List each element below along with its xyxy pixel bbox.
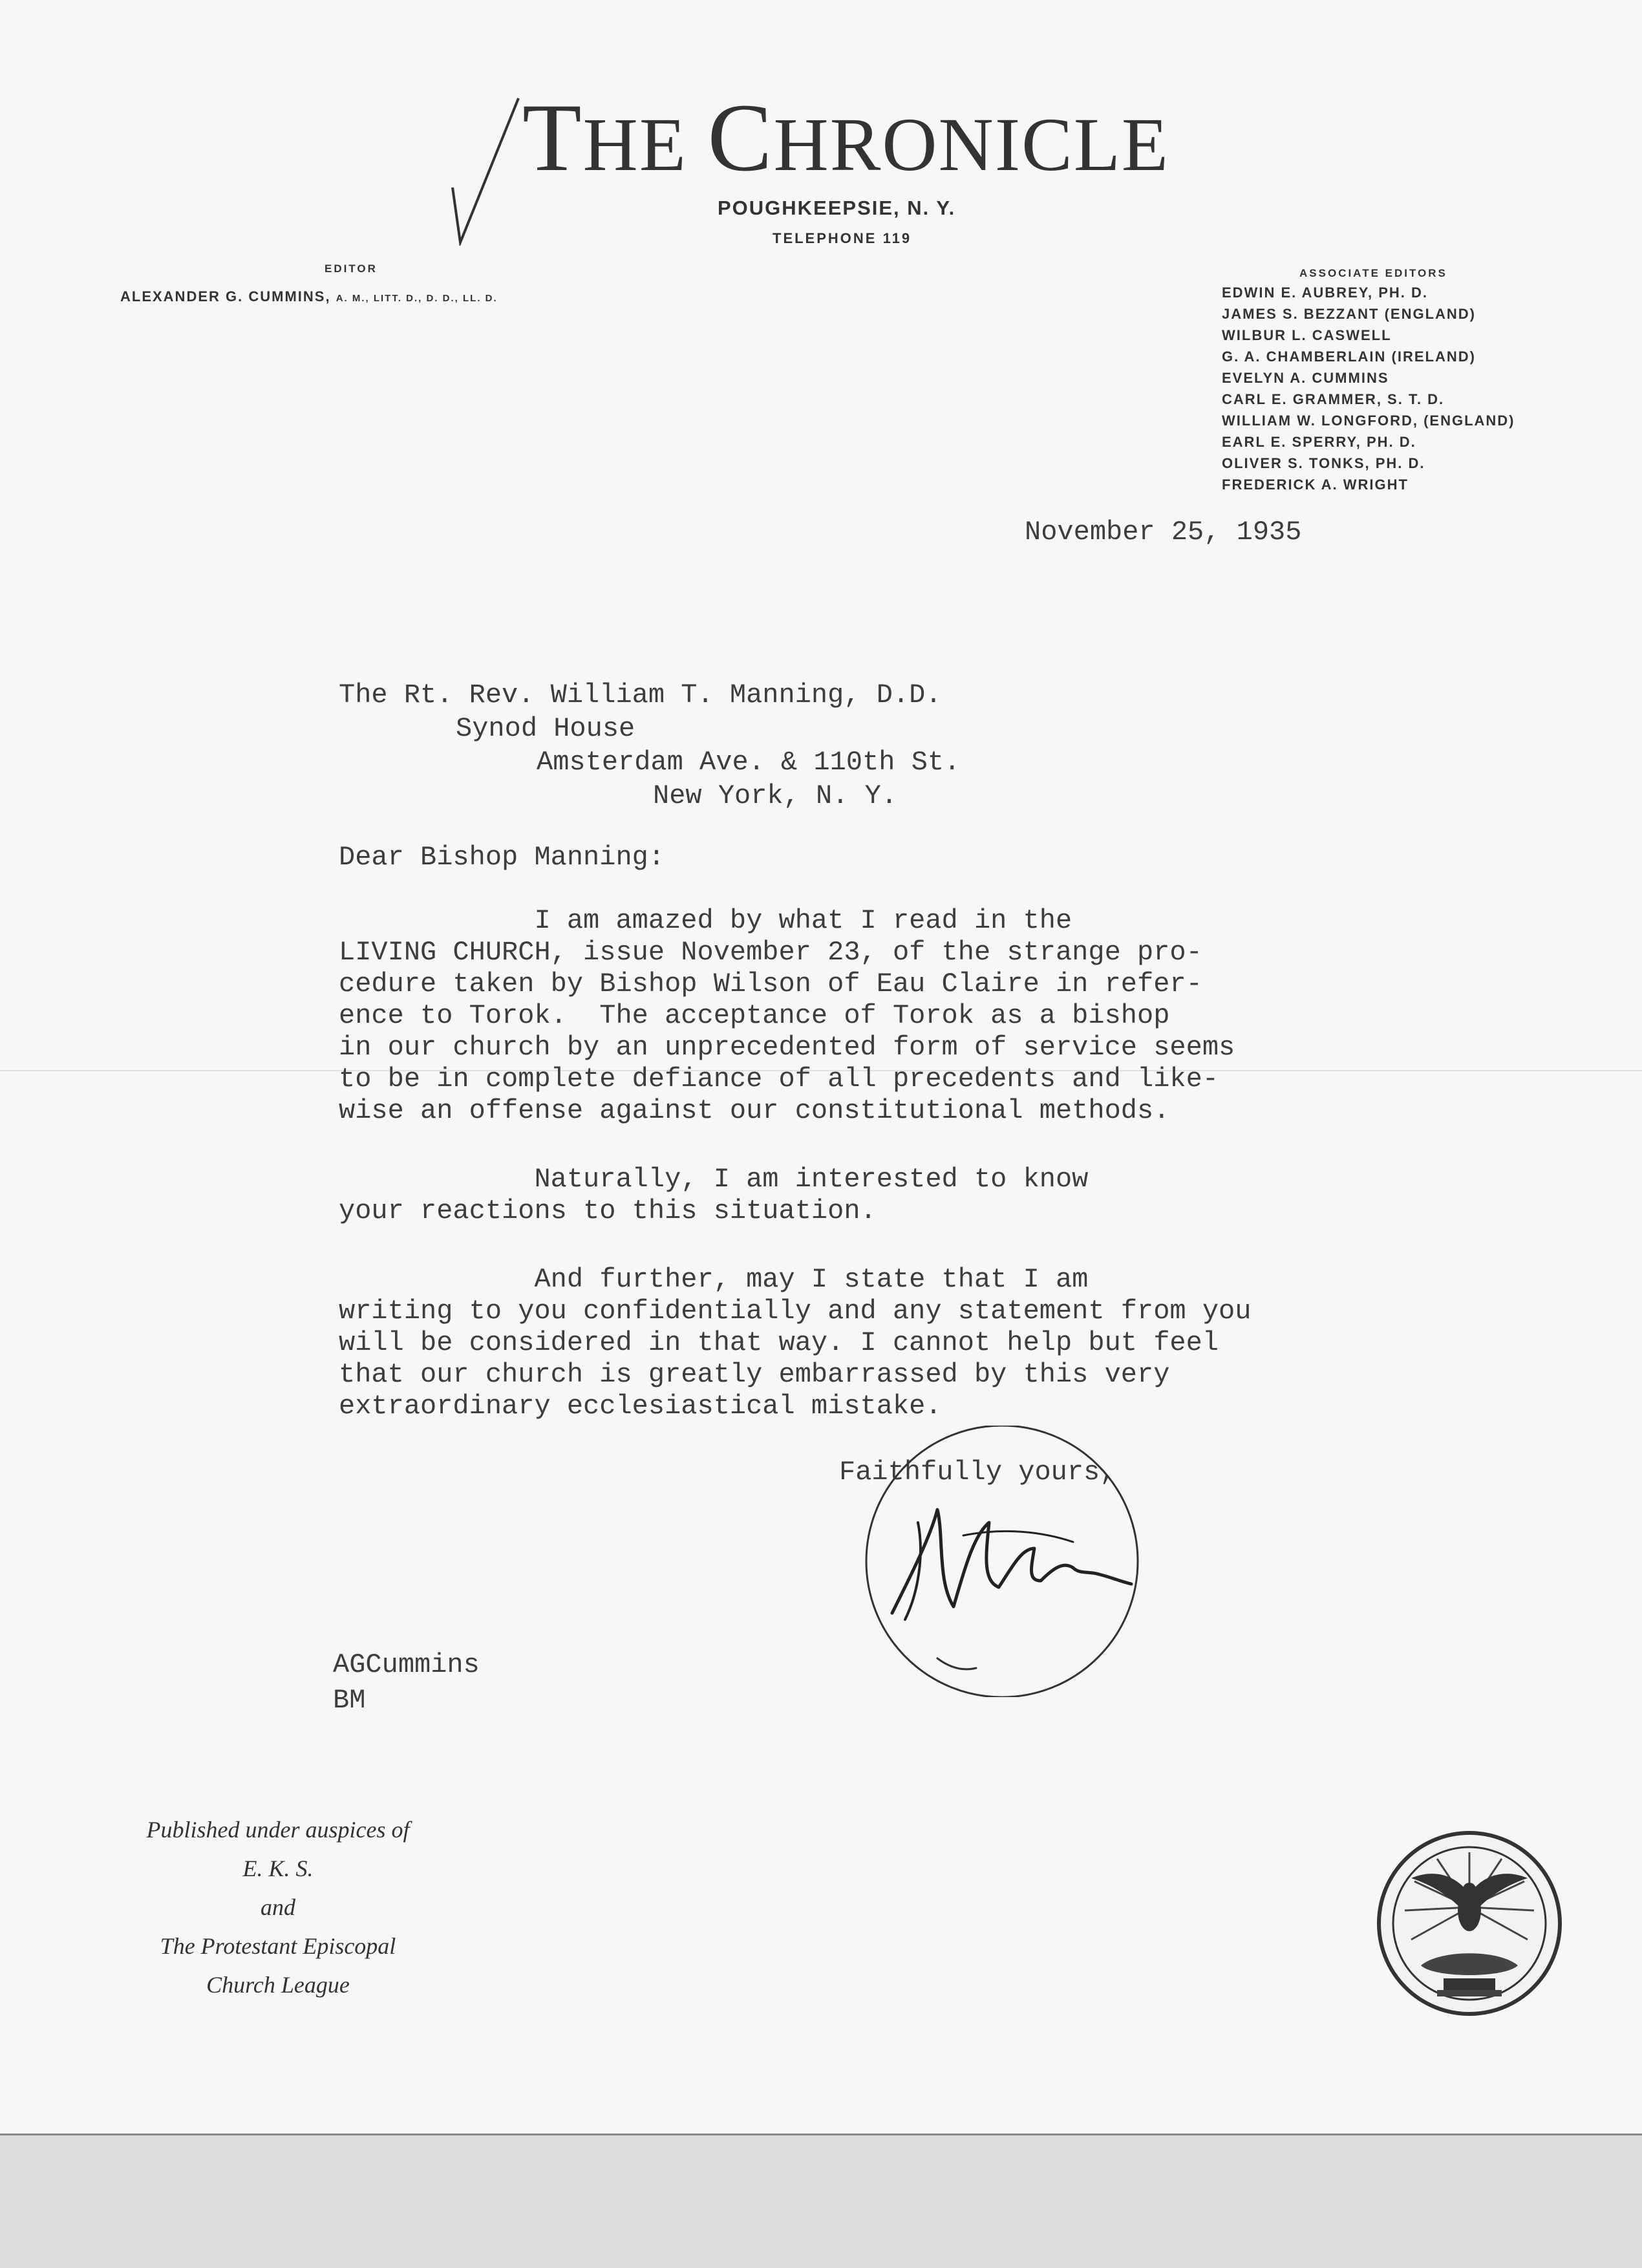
recipient-line: Synod House (456, 713, 635, 744)
body-line: writing to you confidentially and any statement from you (339, 1296, 1252, 1327)
body-line: I am amazed by what I read in the (339, 905, 1072, 936)
body-line: LIVING CHURCH, issue November 23, of the strange pro- (339, 937, 1202, 968)
footer-line: and (261, 1894, 295, 1920)
body-paragraph (339, 905, 1235, 1127)
associate-editor: OLIVER S. TONKS, PH. D. (1222, 455, 1425, 471)
associate-editor: FREDERICK A. WRIGHT (1222, 476, 1409, 493)
body-line: your reactions to this situation. (339, 1195, 877, 1226)
dove-seal-icon (1376, 1830, 1563, 2017)
footer-line: Published under auspices of (146, 1817, 410, 1843)
recipient-line: Amsterdam Ave. & 110th St. (537, 747, 961, 778)
body-paragraph (339, 1264, 1251, 1422)
masthead-title: THE CHRONICLE (522, 84, 1170, 191)
body-line: cedure taken by Bishop Wilson of Eau Claire in refer- (339, 968, 1202, 1000)
associate-editor: G. A. CHAMBERLAIN (IRELAND) (1222, 348, 1476, 365)
body-line: ence to Torok. The acceptance of Torok as a bishop (339, 1000, 1170, 1031)
body-line: wise an offense against our constitutional methods. (339, 1095, 1170, 1126)
associate-editor: WILLIAM W. LONGFORD, (ENGLAND) (1222, 412, 1515, 429)
signature-mark (840, 1426, 1164, 1697)
body-paragraph (339, 1164, 1088, 1227)
footer-line: The Protestant Episcopal (160, 1933, 396, 1959)
scan-background (0, 2135, 1642, 2268)
body-line: in our church by an unprecedented form of service seems (339, 1032, 1235, 1063)
associate-editors-label: ASSOCIATE EDITORS (1299, 267, 1447, 279)
associate-editor: EVELYN A. CUMMINS (1222, 370, 1389, 386)
salutation: Dear Bishop Manning: (339, 842, 665, 873)
associate-editor: JAMES S. BEZZANT (ENGLAND) (1222, 306, 1476, 322)
footer-line: E. K. S. (242, 1856, 314, 1881)
masthead-city: POUGHKEEPSIE, N. Y. (718, 197, 956, 219)
associate-editor: EARL E. SPERRY, PH. D. (1222, 434, 1416, 450)
body-line: Naturally, I am interested to know (339, 1164, 1089, 1195)
letter-date: November 25, 1935 (1025, 517, 1302, 548)
recipient-name: The Rt. Rev. William T. Manning, D.D. (339, 679, 942, 711)
associate-editor: EDWIN E. AUBREY, PH. D. (1222, 284, 1428, 301)
footer-line: Church League (206, 1972, 350, 1998)
editor-name: ALEXANDER G. CUMMINS, A. M., LITT. D., D. D., LL. D. (120, 288, 498, 305)
closing: Faithfully yours, (839, 1457, 1116, 1488)
body-line: to be in complete defiance of all precedents and like- (339, 1064, 1219, 1095)
typist-initials: BM (333, 1685, 366, 1716)
recipient-line: New York, N. Y. (653, 780, 898, 811)
typist-initials: AGCummins (333, 1649, 480, 1680)
masthead-telephone: TELEPHONE 119 (773, 230, 912, 246)
associate-editor: WILBUR L. CASWELL (1222, 327, 1392, 343)
associate-editors-list (1222, 282, 1515, 495)
body-line: extraordinary ecclesiastical mistake. (339, 1391, 942, 1422)
body-line: will be considered in that way. I cannot help but feel (339, 1327, 1219, 1358)
editor-label: EDITOR (325, 262, 378, 275)
footer-publisher-note (97, 1810, 459, 2004)
associate-editor: CARL E. GRAMMER, S. T. D. (1222, 391, 1445, 407)
body-line: And further, may I state that I am (339, 1264, 1089, 1295)
checkmark-mark (446, 97, 524, 246)
body-line: that our church is greatly embarrassed by this very (339, 1359, 1170, 1390)
